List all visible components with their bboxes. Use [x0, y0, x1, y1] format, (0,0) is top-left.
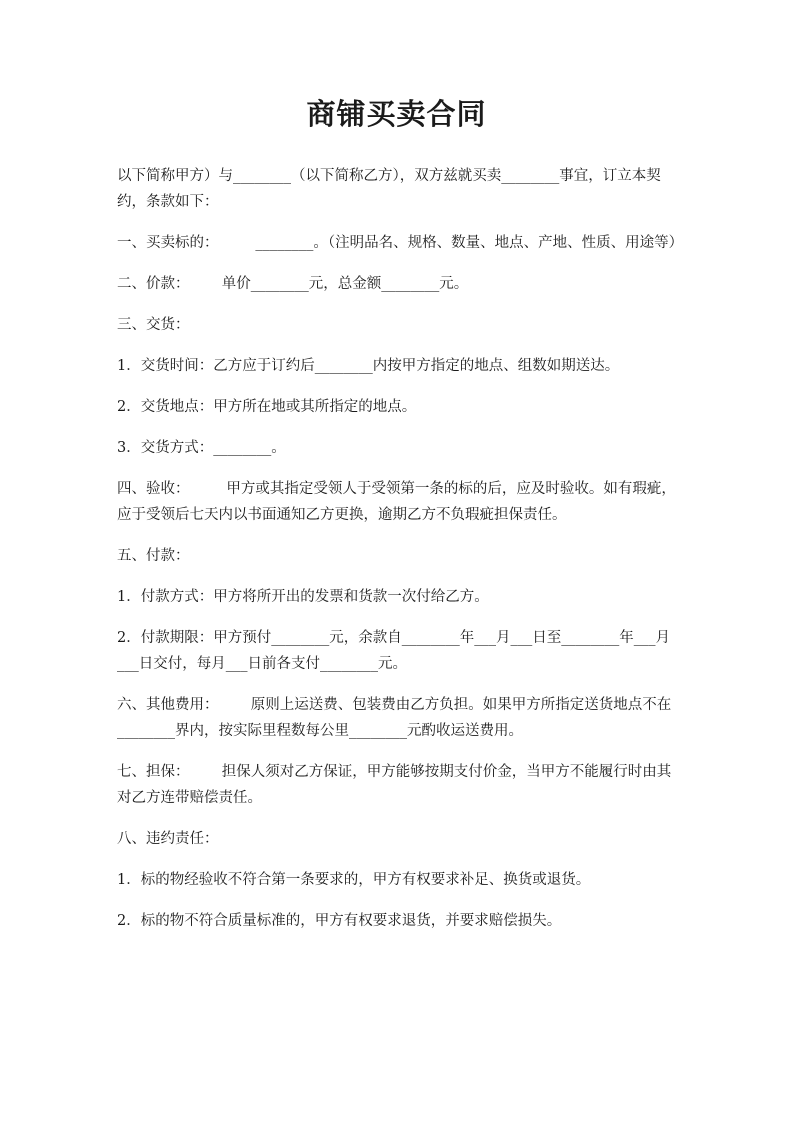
paragraph-price: 二、价款： 单价________元，总金额________元。: [117, 276, 469, 292]
paragraph-delivery-time: 1．交货时间：乙方应于订约后________内按甲方指定的地点、组数如期送达。: [117, 358, 620, 374]
paragraph-other-fees: 六、其他费用： 原则上运送费、包装费由乙方负担。如果甲方所指定送货地点不在________界内，按实际里程数每公里________元酌收运送费用。: [117, 697, 672, 739]
document-title: 商铺买卖合同: [306, 97, 487, 131]
paragraph-inspection: 四、验收： 甲方或其指定受领人于受领第一条的标的后，应及时验收。如有瑕疵，应于受领后七天内以书面通知乙方更换，逾期乙方不负瑕疵担保责任。: [117, 481, 676, 523]
paragraph-liability-1: 1．标的物经验收不符合第一条要求的，甲方有权要求补足、换货或退货。: [117, 872, 591, 888]
paragraph-liability-2: 2．标的物不符合质量标准的，甲方有权要求退货，并要求赔偿损失。: [117, 913, 562, 929]
paragraph-guarantee: 七、担保： 担保人须对乙方保证，甲方能够按期支付价金，当甲方不能履行时由其对乙方连带赔偿责任。: [117, 764, 672, 806]
document-body: [117, 163, 684, 949]
paragraph-intro: 以下简称甲方）与________（以下简称乙方），双方兹就买卖________事宜，订立本契约，条款如下：: [117, 168, 661, 210]
paragraph-payment-method: 1．付款方式：甲方将所开出的发票和货款一次付给乙方。: [117, 589, 489, 605]
paragraph-payment-heading: 五、付款：: [117, 548, 190, 564]
paragraph-delivery-method: 3．交货方式：________。: [117, 440, 286, 456]
paragraph-payment-term: 2．付款期限：甲方预付________元，余款自________年___月___日至________年___月___日交付，每月___日前各支付________元。: [117, 630, 670, 672]
paragraph-liability-heading: 八、违约责任：: [117, 831, 219, 847]
paragraph-subject: 一、买卖标的： ________。（注明品名、规格、数量、地点、产地、性质、用途等）: [117, 235, 684, 251]
paragraph-delivery-heading: 三、交货：: [117, 317, 190, 333]
paragraph-delivery-place: 2．交货地点：甲方所在地或其所指定的地点。: [117, 399, 417, 415]
